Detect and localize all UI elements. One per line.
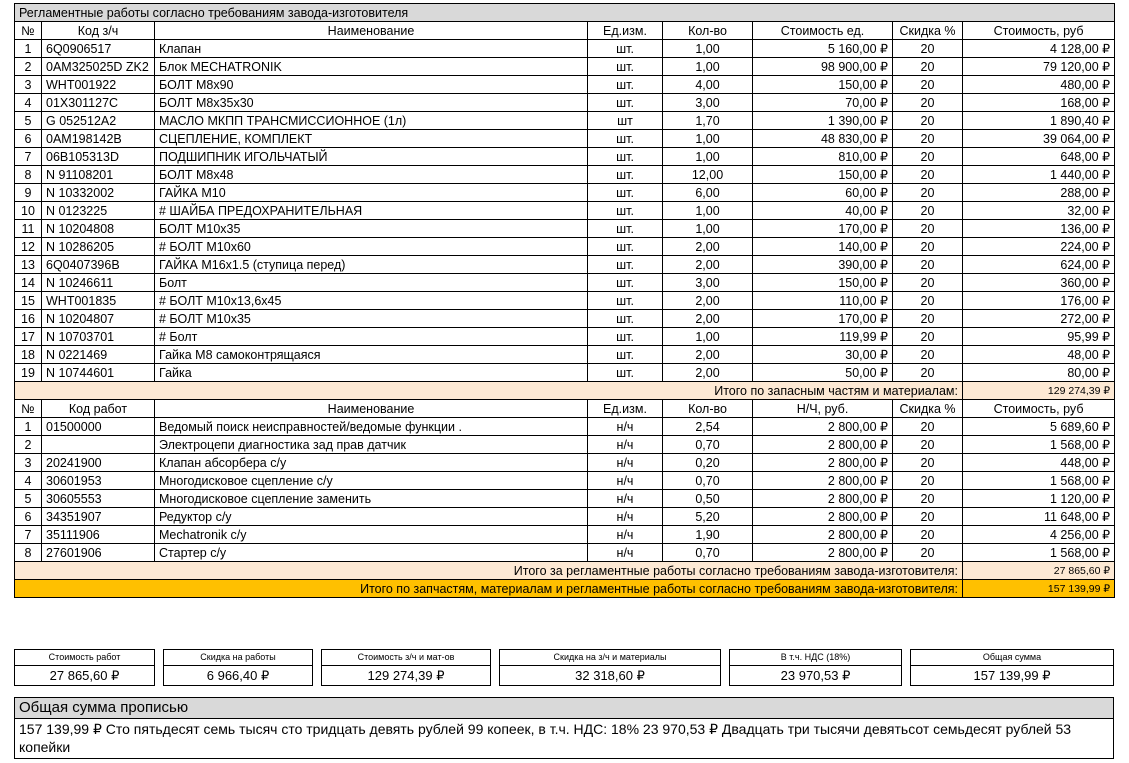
summary-grand-total <box>910 649 1114 686</box>
grand-total-label: Итого по запчастям, материалам и регламентные работы согласно требованиям завода-изготовителя: <box>15 580 963 598</box>
parts-cell-unit-price: 140,00 ₽ <box>753 238 893 256</box>
labor-cell-discount: 20 <box>893 490 963 508</box>
parts-cell-total: 1 890,40 ₽ <box>963 112 1115 130</box>
labor-cell-unit-price: 2 800,00 ₽ <box>753 508 893 526</box>
summary-label: Стоимость з/ч и мат-ов <box>322 650 490 666</box>
labor-cell-total: 1 120,00 ₽ <box>963 490 1115 508</box>
labor-table-row <box>15 526 1115 544</box>
parts-cell-row-number: 11 <box>15 220 42 238</box>
parts-cell-unit: шт. <box>588 364 663 382</box>
parts-cell-name: БОЛТ М10х35 <box>155 220 588 238</box>
parts-cell-total: 176,00 ₽ <box>963 292 1115 310</box>
labor-cell-unit-price: 2 800,00 ₽ <box>753 526 893 544</box>
parts-cell-row-number: 4 <box>15 94 42 112</box>
parts-cell-quantity: 1,00 <box>663 58 753 76</box>
parts-cell-discount: 20 <box>893 256 963 274</box>
labor-cell-quantity: 0,70 <box>663 436 753 454</box>
labor-cell-quantity: 0,70 <box>663 544 753 562</box>
parts-cell-name: Клапан <box>155 40 588 58</box>
parts-cell-unit-price: 390,00 ₽ <box>753 256 893 274</box>
labor-cell-discount: 20 <box>893 544 963 562</box>
parts-cell-quantity: 12,00 <box>663 166 753 184</box>
parts-header-total: Стоимость, руб <box>963 22 1115 40</box>
parts-cell-unit: шт. <box>588 328 663 346</box>
parts-cell-name: ГАЙКА М16х1.5 (ступица перед) <box>155 256 588 274</box>
parts-cell-code: WHT001835 <box>42 292 155 310</box>
parts-table-row <box>15 76 1115 94</box>
parts-cell-unit: шт. <box>588 256 663 274</box>
parts-header-quantity: Кол-во <box>663 22 753 40</box>
summary-label: Скидка на работы <box>164 650 312 666</box>
parts-cell-total: 32,00 ₽ <box>963 202 1115 220</box>
amount-in-words <box>14 697 1114 759</box>
labor-cell-unit: н/ч <box>588 526 663 544</box>
parts-cell-code: N 10703701 <box>42 328 155 346</box>
parts-cell-discount: 20 <box>893 328 963 346</box>
parts-table-row <box>15 94 1115 112</box>
parts-cell-code: 6Q0407396B <box>42 256 155 274</box>
parts-cell-total: 648,00 ₽ <box>963 148 1115 166</box>
parts-table-row <box>15 130 1115 148</box>
labor-cell-unit-price: 2 800,00 ₽ <box>753 454 893 472</box>
parts-table-row <box>15 328 1115 346</box>
parts-cell-unit: шт. <box>588 220 663 238</box>
parts-table-row <box>15 346 1115 364</box>
labor-cell-name: Электроцепи диагностика зад прав датчик <box>155 436 588 454</box>
parts-cell-name: СЦЕПЛЕНИЕ, КОМПЛЕКТ <box>155 130 588 148</box>
parts-cell-discount: 20 <box>893 220 963 238</box>
labor-table-row <box>15 418 1115 436</box>
amount-in-words-title: Общая сумма прописью <box>15 698 1113 719</box>
summary-labor-cost <box>14 649 155 686</box>
parts-cell-row-number: 12 <box>15 238 42 256</box>
parts-table-row <box>15 310 1115 328</box>
labor-cell-code: 27601906 <box>42 544 155 562</box>
parts-cell-quantity: 4,00 <box>663 76 753 94</box>
parts-cell-name: Блок MECHATRONIK <box>155 58 588 76</box>
parts-cell-row-number: 9 <box>15 184 42 202</box>
summary-label: Общая сумма <box>911 650 1113 666</box>
parts-table-row <box>15 292 1115 310</box>
labor-cell-row-number: 5 <box>15 490 42 508</box>
parts-cell-unit-price: 70,00 ₽ <box>753 94 893 112</box>
parts-cell-row-number: 15 <box>15 292 42 310</box>
parts-cell-unit-price: 170,00 ₽ <box>753 220 893 238</box>
parts-cell-discount: 20 <box>893 58 963 76</box>
labor-cell-row-number: 1 <box>15 418 42 436</box>
labor-table-row <box>15 544 1115 562</box>
labor-header-row-number: № <box>15 400 42 418</box>
parts-table-row <box>15 166 1115 184</box>
parts-cell-discount: 20 <box>893 184 963 202</box>
labor-cell-unit-price: 2 800,00 ₽ <box>753 490 893 508</box>
labor-cell-total: 1 568,00 ₽ <box>963 544 1115 562</box>
parts-table-row <box>15 364 1115 382</box>
parts-table-row <box>15 112 1115 130</box>
summary-value: 23 970,53 ₽ <box>780 668 851 683</box>
labor-cell-quantity: 0,50 <box>663 490 753 508</box>
parts-cell-unit: шт. <box>588 310 663 328</box>
parts-cell-unit-price: 5 160,00 ₽ <box>753 40 893 58</box>
labor-cell-discount: 20 <box>893 508 963 526</box>
labor-cell-quantity: 0,20 <box>663 454 753 472</box>
parts-cell-total: 624,00 ₽ <box>963 256 1115 274</box>
parts-cell-name: # БОЛТ М10х13,6х45 <box>155 292 588 310</box>
labor-cell-name: Ведомый поиск неисправностей/ведомые функции . <box>155 418 588 436</box>
parts-cell-discount: 20 <box>893 76 963 94</box>
parts-table-row <box>15 184 1115 202</box>
parts-cell-row-number: 14 <box>15 274 42 292</box>
parts-cell-code: 0AM198142B <box>42 130 155 148</box>
parts-cell-row-number: 16 <box>15 310 42 328</box>
labor-cell-unit-price: 2 800,00 ₽ <box>753 544 893 562</box>
parts-cell-unit: шт. <box>588 76 663 94</box>
labor-cell-code: 20241900 <box>42 454 155 472</box>
parts-cell-name: ПОДШИПНИК ИГОЛЬЧАТЫЙ <box>155 148 588 166</box>
parts-cell-quantity: 2,00 <box>663 346 753 364</box>
parts-cell-name: МАСЛО МКПП ТРАНСМИССИОННОЕ (1л) <box>155 112 588 130</box>
labor-cell-row-number: 7 <box>15 526 42 544</box>
labor-table-row <box>15 508 1115 526</box>
parts-cell-total: 168,00 ₽ <box>963 94 1115 112</box>
parts-cell-total: 288,00 ₽ <box>963 184 1115 202</box>
labor-cell-code: 35111906 <box>42 526 155 544</box>
labor-header-unit-price: Н/Ч, руб. <box>753 400 893 418</box>
parts-cell-unit-price: 50,00 ₽ <box>753 364 893 382</box>
labor-cell-code: 30605553 <box>42 490 155 508</box>
parts-cell-name: # БОЛТ М10х60 <box>155 238 588 256</box>
labor-cell-unit: н/ч <box>588 418 663 436</box>
parts-cell-row-number: 3 <box>15 76 42 94</box>
parts-cell-name: # БОЛТ М10х35 <box>155 310 588 328</box>
parts-cell-code: N 10246611 <box>42 274 155 292</box>
labor-cell-code: 34351907 <box>42 508 155 526</box>
parts-cell-unit: шт. <box>588 166 663 184</box>
amount-in-words-text: 157 139,99 ₽ Сто пятьдесят семь тысяч сто тридцать девять рублей 99 копеек, в т.ч. НДС: 18% 23 970,53 ₽ Двадцать три тысячи девятьсот семьдесят рублей 53 копейки <box>19 721 1072 755</box>
parts-cell-discount: 20 <box>893 130 963 148</box>
summary-vat <box>729 649 902 686</box>
parts-cell-total: 39 064,00 ₽ <box>963 130 1115 148</box>
labor-cell-quantity: 5,20 <box>663 508 753 526</box>
summary-label: Стоимость работ <box>15 650 154 666</box>
parts-cell-discount: 20 <box>893 148 963 166</box>
parts-cell-code: 06B105313D <box>42 148 155 166</box>
labor-cell-row-number: 2 <box>15 436 42 454</box>
parts-cell-name: БОЛТ М8х48 <box>155 166 588 184</box>
parts-cell-discount: 20 <box>893 112 963 130</box>
labor-table-row <box>15 490 1115 508</box>
labor-header-unit: Ед.изм. <box>588 400 663 418</box>
parts-cell-unit: шт. <box>588 40 663 58</box>
summary-value: 6 966,40 ₽ <box>206 668 270 683</box>
parts-cell-total: 95,99 ₽ <box>963 328 1115 346</box>
labor-cell-unit: н/ч <box>588 490 663 508</box>
parts-cell-unit-price: 30,00 ₽ <box>753 346 893 364</box>
labor-table-row <box>15 436 1115 454</box>
parts-header-unit-price: Стоимость ед. <box>753 22 893 40</box>
parts-cell-quantity: 6,00 <box>663 184 753 202</box>
parts-cell-code: WHT001922 <box>42 76 155 94</box>
parts-cell-code: N 0221469 <box>42 346 155 364</box>
parts-cell-unit-price: 60,00 ₽ <box>753 184 893 202</box>
labor-cell-unit-price: 2 800,00 ₽ <box>753 472 893 490</box>
labor-total-label: Итого за регламентные работы согласно требованиям завода-изготовителя: <box>15 562 963 580</box>
parts-cell-name: # ШАЙБА ПРЕДОХРАНИТЕЛЬНАЯ <box>155 202 588 220</box>
parts-cell-discount: 20 <box>893 346 963 364</box>
parts-cell-quantity: 1,00 <box>663 130 753 148</box>
parts-header-name: Наименование <box>155 22 588 40</box>
parts-cell-row-number: 8 <box>15 166 42 184</box>
labor-header-code: Код работ <box>42 400 155 418</box>
parts-cell-name: ГАЙКА М10 <box>155 184 588 202</box>
labor-cell-name: Редуктор с/у <box>155 508 588 526</box>
parts-cell-code: N 10332002 <box>42 184 155 202</box>
labor-cell-unit-price: 2 800,00 ₽ <box>753 418 893 436</box>
parts-cell-row-number: 13 <box>15 256 42 274</box>
parts-cell-unit-price: 48 830,00 ₽ <box>753 130 893 148</box>
labor-cell-row-number: 6 <box>15 508 42 526</box>
parts-cell-total: 79 120,00 ₽ <box>963 58 1115 76</box>
summary-labor-discount <box>163 649 313 686</box>
parts-header-row-number: № <box>15 22 42 40</box>
parts-cell-unit: шт. <box>588 274 663 292</box>
labor-table-row <box>15 454 1115 472</box>
labor-cell-row-number: 3 <box>15 454 42 472</box>
labor-cell-row-number: 4 <box>15 472 42 490</box>
grand-total-row <box>15 580 1115 598</box>
parts-cell-quantity: 2,00 <box>663 256 753 274</box>
summary-parts-discount <box>499 649 721 686</box>
labor-cell-unit: н/ч <box>588 436 663 454</box>
parts-cell-discount: 20 <box>893 238 963 256</box>
labor-cell-name: Клапан абсорбера с/у <box>155 454 588 472</box>
parts-cell-unit: шт. <box>588 130 663 148</box>
parts-cell-quantity: 2,00 <box>663 364 753 382</box>
parts-cell-code: 6Q0906517 <box>42 40 155 58</box>
labor-cell-total: 1 568,00 ₽ <box>963 436 1115 454</box>
labor-cell-total: 1 568,00 ₽ <box>963 472 1115 490</box>
parts-header-unit: Ед.изм. <box>588 22 663 40</box>
parts-cell-row-number: 7 <box>15 148 42 166</box>
labor-cell-code <box>42 436 155 454</box>
parts-cell-code: N 10744601 <box>42 364 155 382</box>
estimate-table <box>14 3 1115 598</box>
parts-cell-row-number: 19 <box>15 364 42 382</box>
parts-cell-name: Гайка М8 самоконтрящаяся <box>155 346 588 364</box>
parts-cell-quantity: 3,00 <box>663 94 753 112</box>
parts-cell-unit: шт. <box>588 238 663 256</box>
parts-section-title-row <box>15 4 1115 22</box>
labor-total-row <box>15 562 1115 580</box>
labor-cell-quantity: 2,54 <box>663 418 753 436</box>
parts-cell-name: БОЛТ М8х90 <box>155 76 588 94</box>
summary-label: Скидка на з/ч и материалы <box>500 650 720 666</box>
parts-table-row <box>15 40 1115 58</box>
parts-table-row <box>15 202 1115 220</box>
summary-label: В т.ч. НДС (18%) <box>730 650 901 666</box>
labor-cell-discount: 20 <box>893 418 963 436</box>
labor-cell-quantity: 1,90 <box>663 526 753 544</box>
parts-cell-unit: шт. <box>588 148 663 166</box>
parts-total-label: Итого по запасным частям и материалам: <box>15 382 963 400</box>
labor-total-value: 27 865,60 ₽ <box>963 562 1115 580</box>
parts-table-row <box>15 238 1115 256</box>
labor-cell-quantity: 0,70 <box>663 472 753 490</box>
labor-cell-unit: н/ч <box>588 472 663 490</box>
parts-cell-quantity: 2,00 <box>663 238 753 256</box>
parts-cell-unit-price: 110,00 ₽ <box>753 292 893 310</box>
parts-cell-row-number: 18 <box>15 346 42 364</box>
parts-cell-row-number: 5 <box>15 112 42 130</box>
parts-table-row <box>15 148 1115 166</box>
parts-cell-quantity: 2,00 <box>663 292 753 310</box>
parts-cell-code: N 91108201 <box>42 166 155 184</box>
labor-header-row <box>15 400 1115 418</box>
labor-cell-row-number: 8 <box>15 544 42 562</box>
summary-value: 157 139,99 ₽ <box>973 668 1051 683</box>
parts-cell-total: 48,00 ₽ <box>963 346 1115 364</box>
parts-header-discount: Скидка % <box>893 22 963 40</box>
parts-cell-total: 480,00 ₽ <box>963 76 1115 94</box>
labor-header-quantity: Кол-во <box>663 400 753 418</box>
labor-cell-unit: н/ч <box>588 508 663 526</box>
parts-total-value: 129 274,39 ₽ <box>963 382 1115 400</box>
labor-table-row <box>15 472 1115 490</box>
parts-cell-unit-price: 170,00 ₽ <box>753 310 893 328</box>
parts-cell-name: БОЛТ М8х35х30 <box>155 94 588 112</box>
labor-cell-discount: 20 <box>893 454 963 472</box>
parts-cell-code: N 10286205 <box>42 238 155 256</box>
labor-cell-unit-price: 2 800,00 ₽ <box>753 436 893 454</box>
parts-cell-total: 224,00 ₽ <box>963 238 1115 256</box>
parts-cell-quantity: 2,00 <box>663 310 753 328</box>
parts-cell-code: N 10204807 <box>42 310 155 328</box>
parts-cell-discount: 20 <box>893 364 963 382</box>
parts-cell-total: 4 128,00 ₽ <box>963 40 1115 58</box>
summary-boxes <box>14 649 1114 686</box>
parts-header-code: Код з/ч <box>42 22 155 40</box>
parts-cell-code: N 10204808 <box>42 220 155 238</box>
parts-cell-unit: шт. <box>588 346 663 364</box>
parts-cell-code: 01X301127C <box>42 94 155 112</box>
labor-cell-name: Стартер с/у <box>155 544 588 562</box>
labor-cell-total: 4 256,00 ₽ <box>963 526 1115 544</box>
labor-cell-code: 01500000 <box>42 418 155 436</box>
summary-value: 129 274,39 ₽ <box>367 668 445 683</box>
parts-cell-quantity: 1,00 <box>663 328 753 346</box>
parts-cell-unit-price: 810,00 ₽ <box>753 148 893 166</box>
parts-cell-unit-price: 98 900,00 ₽ <box>753 58 893 76</box>
parts-cell-unit-price: 119,99 ₽ <box>753 328 893 346</box>
labor-cell-total: 448,00 ₽ <box>963 454 1115 472</box>
labor-cell-unit: н/ч <box>588 454 663 472</box>
parts-cell-discount: 20 <box>893 202 963 220</box>
grand-total-value: 157 139,99 ₽ <box>963 580 1115 598</box>
parts-cell-quantity: 3,00 <box>663 274 753 292</box>
labor-cell-name: Многодисковое сцепление заменить <box>155 490 588 508</box>
parts-cell-row-number: 17 <box>15 328 42 346</box>
parts-cell-quantity: 1,00 <box>663 220 753 238</box>
labor-cell-total: 11 648,00 ₽ <box>963 508 1115 526</box>
parts-table-row <box>15 256 1115 274</box>
labor-cell-total: 5 689,60 ₽ <box>963 418 1115 436</box>
parts-cell-row-number: 10 <box>15 202 42 220</box>
parts-total-row <box>15 382 1115 400</box>
parts-cell-unit-price: 1 390,00 ₽ <box>753 112 893 130</box>
labor-cell-discount: 20 <box>893 526 963 544</box>
parts-cell-total: 272,00 ₽ <box>963 310 1115 328</box>
parts-cell-row-number: 2 <box>15 58 42 76</box>
summary-value: 27 865,60 ₽ <box>49 668 120 683</box>
parts-cell-quantity: 1,70 <box>663 112 753 130</box>
labor-header-discount: Скидка % <box>893 400 963 418</box>
parts-cell-quantity: 1,00 <box>663 40 753 58</box>
parts-table-row <box>15 274 1115 292</box>
parts-cell-discount: 20 <box>893 40 963 58</box>
labor-cell-code: 30601953 <box>42 472 155 490</box>
parts-cell-discount: 20 <box>893 166 963 184</box>
parts-cell-discount: 20 <box>893 292 963 310</box>
parts-cell-unit: шт <box>588 112 663 130</box>
labor-header-total: Стоимость, руб <box>963 400 1115 418</box>
parts-cell-unit: шт. <box>588 58 663 76</box>
parts-cell-discount: 20 <box>893 310 963 328</box>
parts-cell-total: 360,00 ₽ <box>963 274 1115 292</box>
summary-value: 32 318,60 ₽ <box>575 668 645 683</box>
parts-cell-total: 80,00 ₽ <box>963 364 1115 382</box>
estimate-document <box>14 3 1114 598</box>
labor-cell-name: Многодисковое сцепление с/у <box>155 472 588 490</box>
parts-cell-total: 136,00 ₽ <box>963 220 1115 238</box>
labor-cell-discount: 20 <box>893 436 963 454</box>
parts-cell-unit-price: 150,00 ₽ <box>753 76 893 94</box>
parts-cell-discount: 20 <box>893 94 963 112</box>
parts-header-row <box>15 22 1115 40</box>
parts-cell-unit-price: 40,00 ₽ <box>753 202 893 220</box>
parts-section-title: Регламентные работы согласно требованиям завода-изготовителя <box>15 4 1115 22</box>
parts-cell-name: Гайка <box>155 364 588 382</box>
parts-table-row <box>15 58 1115 76</box>
parts-cell-total: 1 440,00 ₽ <box>963 166 1115 184</box>
parts-cell-code: 0AM325025D ZK2 <box>42 58 155 76</box>
parts-cell-quantity: 1,00 <box>663 148 753 166</box>
parts-cell-name: # Болт <box>155 328 588 346</box>
parts-cell-quantity: 1,00 <box>663 202 753 220</box>
parts-cell-unit: шт. <box>588 184 663 202</box>
parts-cell-row-number: 6 <box>15 130 42 148</box>
parts-cell-name: Болт <box>155 274 588 292</box>
parts-cell-unit-price: 150,00 ₽ <box>753 166 893 184</box>
labor-cell-discount: 20 <box>893 472 963 490</box>
parts-cell-code: G 052512A2 <box>42 112 155 130</box>
labor-cell-unit: н/ч <box>588 544 663 562</box>
labor-header-name: Наименование <box>155 400 588 418</box>
parts-cell-unit: шт. <box>588 292 663 310</box>
parts-cell-unit: шт. <box>588 202 663 220</box>
parts-cell-unit-price: 150,00 ₽ <box>753 274 893 292</box>
parts-table-row <box>15 220 1115 238</box>
labor-cell-name: Mechatronik с/у <box>155 526 588 544</box>
parts-cell-discount: 20 <box>893 274 963 292</box>
parts-cell-unit: шт. <box>588 94 663 112</box>
parts-cell-code: N 0123225 <box>42 202 155 220</box>
parts-cell-row-number: 1 <box>15 40 42 58</box>
summary-parts-cost <box>321 649 491 686</box>
